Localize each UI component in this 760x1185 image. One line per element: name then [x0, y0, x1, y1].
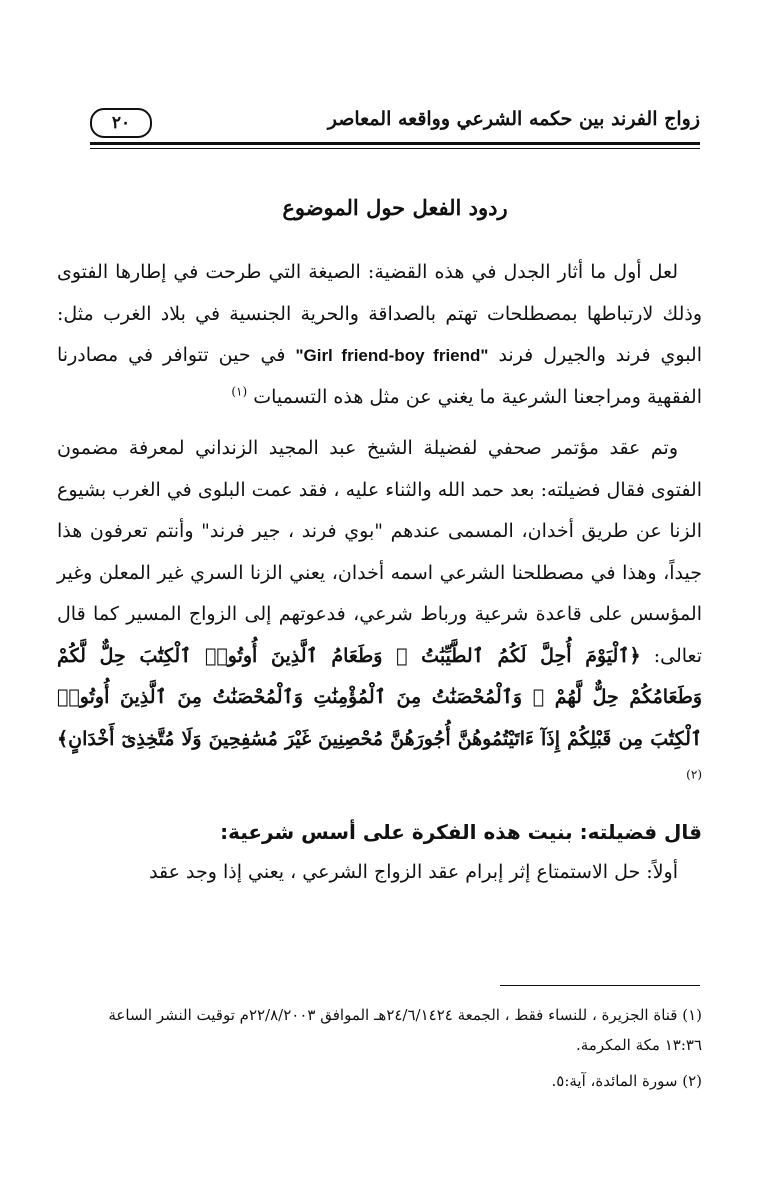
header-rule-thick	[90, 142, 700, 145]
running-title: زواج الفرند بين حكمه الشرعي وواقعه المعاصر	[327, 108, 700, 130]
latin-term: "Girl friend-boy friend"	[295, 346, 489, 365]
footnote-1-line-b: ١٣:٣٦ مكة المكرمة.	[576, 1036, 702, 1054]
section-title: ردود الفعل حول الموضوع	[282, 195, 508, 220]
footnote-2: (٢) سورة المائدة، آية:٥.	[551, 1072, 702, 1090]
body-text	[57, 252, 702, 903]
footnote-ref-1: (١)	[231, 384, 248, 399]
footnote-separator	[500, 985, 700, 986]
paragraph-2-text: وتم عقد مؤتمر صحفي لفضيلة الشيخ عبد المجيد الزنداني لمعرفة مضمون الفتوى فقال فضيلته: بعد حمد الله والثناء عليه ، فقد عمت البلوى في الغرب بشيوع الزنا عن طريق أخدان، المسمى عندهم "بوي فرند ، جير فرند" وأنتم تعرفون هذا جيداً، وهذا في مصطلحنا الشرعي اسمه أخدان، يعني الزنا السري غير المعلن وغير المؤسس على قاعدة شرعية ورباط شرعي، فدعوتهم إلى الزواج المسير كما قال تعالى:	[57, 437, 702, 667]
paragraph-1-text-b: في حين تتوافر في مصادرنا الفقهية ومراجعنا الشرعية ما يغني عن مثل هذه التسميات	[57, 344, 702, 408]
footnote-1	[57, 1000, 702, 1060]
paragraph-2	[57, 428, 702, 802]
paragraph-3-start: أولاً: حل الاستمتاع إثر إبرام عقد الزواج الشرعي ، يعني إذا وجد عقد	[149, 860, 678, 883]
footnote-1-line-a: (١) قناة الجزيرة ، للنساء فقط ، الجمعة ٢٤/٦/١٤٢٤هـ الموافق ٢٢/٨/٢٠٠٣م توقيت النشر الساعة	[108, 1006, 702, 1024]
footnotes	[57, 1000, 702, 1102]
footnote-ref-2: (٢)	[686, 767, 702, 782]
page-header	[90, 100, 700, 140]
page-number: ٢٠	[90, 108, 152, 138]
quran-verse: ﴿ٱلْيَوْمَ أُحِلَّ لَكُمُ ٱلطَّيِّبَٰتُ ۖ وَطَعَامُ ٱلَّذِينَ أُوتُوا۟ ٱلْكِتَٰبَ حِلٌّ لَّكُمْ وَطَعَامُكُمْ حِلٌّ لَّهُمْ ۖ وَٱلْمُحْصَنَٰتُ مِنَ ٱلْمُؤْمِنَٰتِ وَٱلْمُحْصَنَٰتُ مِنَ ٱلَّذِينَ أُوتُوا۟ ٱلْكِتَٰبَ مِن قَبْلِكُمْ إِذَآ ءَاتَيْتُمُوهُنَّ أُجُورَهُنَّ مُحْصِنِينَ غَيْرَ مُسَٰفِحِينَ وَلَا مُتَّخِذِىٓ أَخْدَانٍ﴾	[57, 644, 702, 750]
paragraph-1	[57, 252, 702, 418]
header-rule-thin	[90, 148, 700, 149]
subheading: قال فضيلته: بنيت هذه الفكرة على أسس شرعية:	[220, 819, 702, 844]
paragraph-1-text-a: لعل أول ما أثار الجدل في هذه القضية: الصيغة التي طرحت في إطارها الفتوى وذلك لارتباطها بمصطلحات تهتم بالصداقة والحرية الجنسية في بلاد الغرب مثل: البوي فرند والجيرل فرند	[57, 261, 702, 366]
